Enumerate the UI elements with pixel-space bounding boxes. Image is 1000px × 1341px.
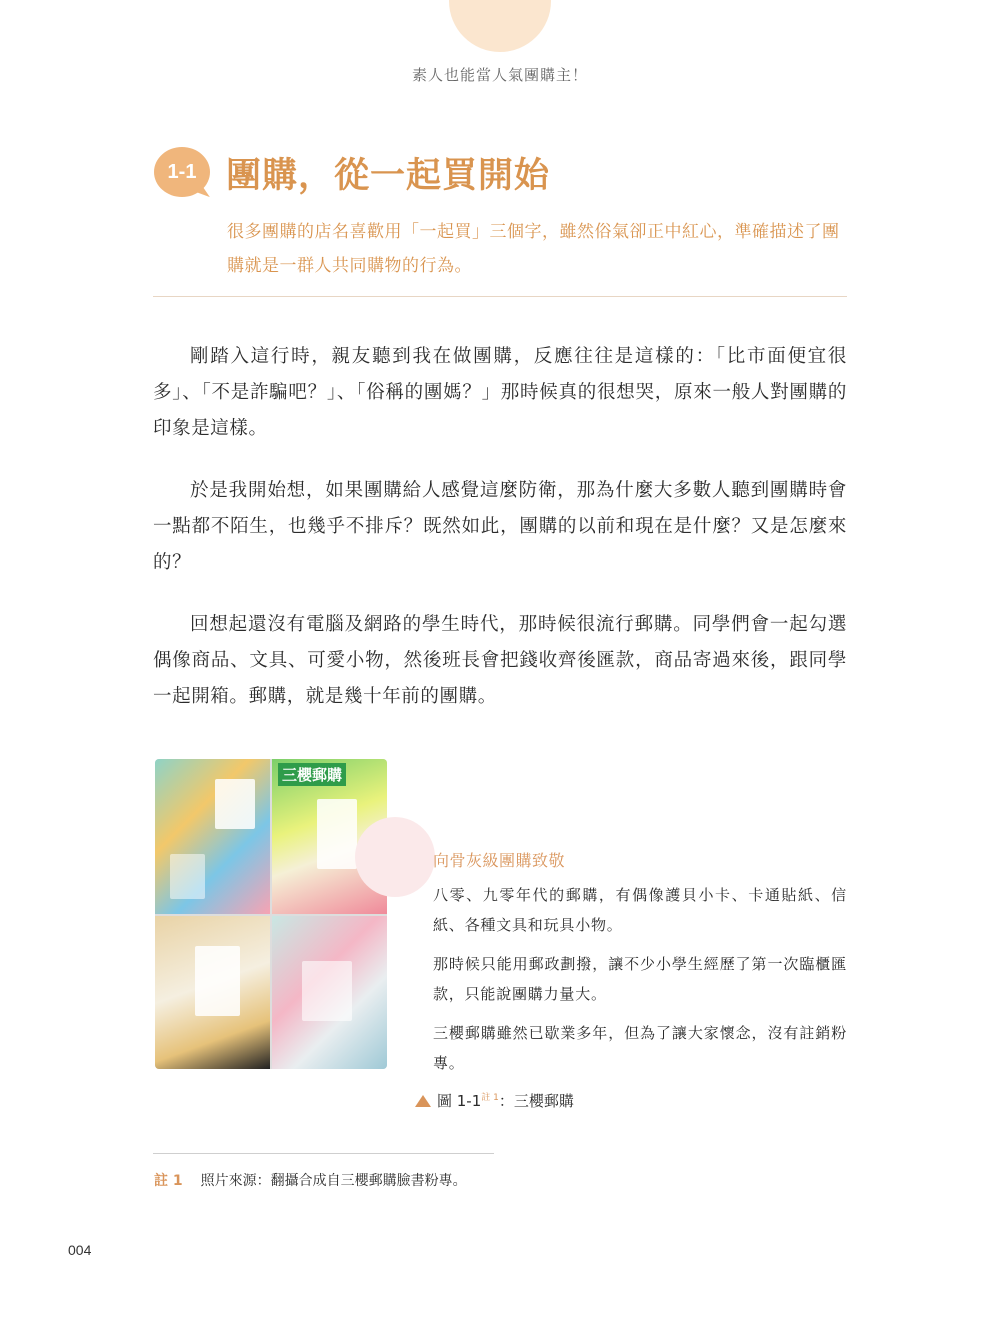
photo-card-shape bbox=[215, 779, 255, 829]
section-divider bbox=[153, 296, 847, 297]
figure-photo-collage bbox=[155, 759, 387, 1069]
photo-stationery-pack bbox=[155, 916, 270, 1069]
figure-caption-text: ：三櫻郵購 bbox=[498, 1092, 574, 1110]
footnote-divider bbox=[153, 1153, 494, 1154]
sidebar-paragraph: 三櫻郵購雖然已歇業多年，但為了讓大家懷念，沒有註銷粉專。 bbox=[433, 1024, 847, 1072]
section-title: 團購，從一起買開始 bbox=[226, 156, 551, 196]
figure-footnote-ref: 註 1 bbox=[481, 1093, 499, 1103]
body-paragraph: 剛踏入這行時，親友聽到我在做團購，反應往往是這樣的：「比市面便宜很多」、「不是詐騙吧？」、「俗稱的團媽？」那時候真的很想哭，原來一般人對團購的印象是這樣。 bbox=[153, 346, 847, 439]
body-paragraph: 於是我開始想，如果團購給人感覺這麼防衛，那為什麼大多數人聽到團購時會一點都不陌生，也幾乎不排斥？既然如此，團購的以前和現在是什麼？又是怎麼來的？ bbox=[153, 480, 847, 573]
photo-card-shape bbox=[170, 854, 205, 899]
sidebar-text bbox=[433, 880, 847, 1087]
figure-caption bbox=[415, 1090, 574, 1111]
section-lede: 很多團購的店名喜歡用「一起買」三個字，雖然俗氣卻正中紅心，準確描述了團購就是一群人共同購物的行為。 bbox=[227, 222, 840, 276]
photo-catalog-label: 三櫻郵購 bbox=[278, 763, 346, 786]
figure-caption-number: 圖 1-1 bbox=[437, 1092, 482, 1110]
footnote bbox=[154, 1170, 467, 1190]
footnote-text: 照片來源：翻攝合成自三櫻郵購臉書粉專。 bbox=[200, 1173, 467, 1189]
decorative-top-circle bbox=[449, 0, 551, 52]
decorative-sidebar-circle bbox=[355, 817, 435, 897]
triangle-icon bbox=[415, 1095, 431, 1107]
body-text bbox=[153, 339, 847, 741]
page-number: 004 bbox=[68, 1242, 92, 1258]
photo-sticker-packs bbox=[272, 916, 387, 1069]
photo-card-shape bbox=[195, 946, 240, 1016]
footnote-mark: 註 1 bbox=[154, 1173, 183, 1189]
photo-mail-order-catalog-1 bbox=[155, 759, 270, 914]
body-paragraph: 回想起還沒有電腦及網路的學生時代，那時候很流行郵購。同學們會一起勾選偶像商品、文具、可愛小物，然後班長會把錢收齊後匯款，商品寄過來後，跟同學一起開箱。郵購，就是幾十年前的團購。 bbox=[153, 614, 847, 707]
photo-card-shape bbox=[302, 961, 352, 1021]
photo-card-shape bbox=[317, 799, 357, 869]
sidebar-title: 向骨灰級團購致敬 bbox=[433, 851, 566, 870]
sidebar-paragraph: 那時候只能用郵政劃撥，讓不少小學生經歷了第一次臨櫃匯款，只能說團購力量大。 bbox=[433, 955, 847, 1003]
running-header: 素人也能當人氣團購主！ bbox=[411, 66, 588, 84]
section-number-badge: 1-1 bbox=[154, 147, 210, 197]
sidebar-paragraph: 八零、九零年代的郵購，有偶像護貝小卡、卡通貼紙、信紙、各種文具和玩具小物。 bbox=[433, 886, 847, 934]
